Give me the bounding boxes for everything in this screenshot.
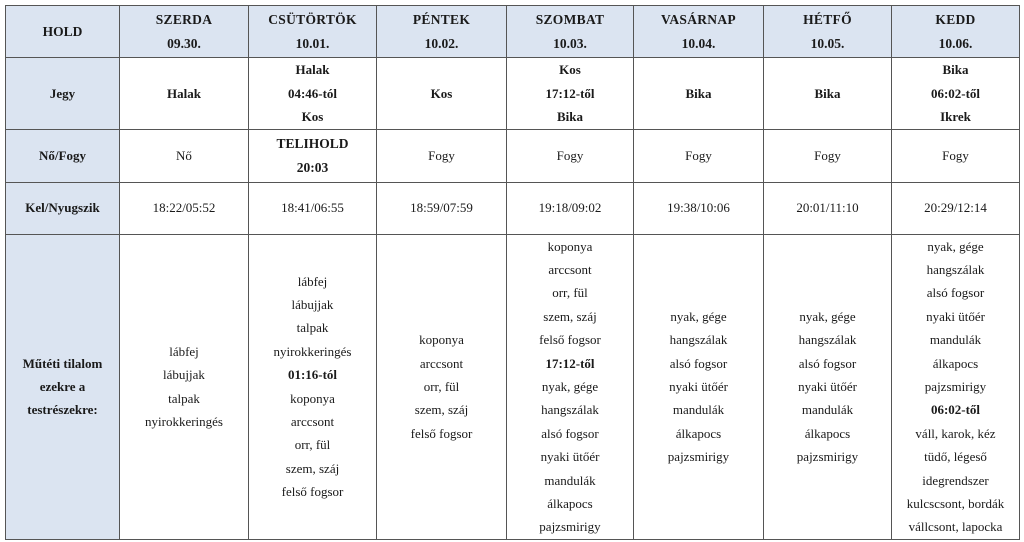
- kel-cell: 18:41/06:55: [249, 182, 377, 234]
- header-row: [6, 6, 1020, 58]
- kel-cell: 18:59/07:59: [377, 182, 507, 234]
- kel-row: [6, 182, 1020, 234]
- day-header: PÉNTEK 10.02.: [377, 6, 507, 58]
- day-header: SZERDA 09.30.: [120, 6, 249, 58]
- no-fogy-cell: Fogy: [377, 129, 507, 182]
- kel-cell: 19:38/10:06: [634, 182, 764, 234]
- mutet-cell: lábfej lábujjak talpak nyirokkeringés 01:16-tól koponya arccsont orr, fül szem, száj felső fogsor: [249, 234, 377, 539]
- mutet-cell: koponya arccsont orr, fül szem, száj felső fogsor 17:12-től nyak, gége hangszálak alsó fogsor nyaki ütőér mandulák álkapocs pajzsmirigy: [507, 234, 634, 539]
- no-fogy-cell: Nő: [120, 129, 249, 182]
- kel-cell: 18:22/05:52: [120, 182, 249, 234]
- jegy-cell: Kos 17:12-től Bika: [507, 58, 634, 130]
- jegy-label: Jegy: [6, 58, 120, 130]
- day-header: VASÁRNAP 10.04.: [634, 6, 764, 58]
- day-header: HÉTFŐ 10.05.: [764, 6, 892, 58]
- kel-cell: 20:29/12:14: [892, 182, 1020, 234]
- no-fogy-cell: Fogy: [892, 129, 1020, 182]
- mutet-cell: koponya arccsont orr, fül szem, száj felső fogsor: [377, 234, 507, 539]
- kel-label: Kel/Nyugszik: [6, 182, 120, 234]
- mutet-cell: nyak, gége hangszálak alsó fogsor nyaki ütőér mandulák álkapocs pajzsmirigy 06:02-től váll, karok, kéz tüdő, légeső idegrendszer kulcscsont, bordák vállcsont, lapocka: [892, 234, 1020, 539]
- jegy-row: [6, 58, 1020, 130]
- kel-cell: 20:01/11:10: [764, 182, 892, 234]
- mutet-cell: nyak, gége hangszálak alsó fogsor nyaki ütőér mandulák álkapocs pajzsmirigy: [764, 234, 892, 539]
- mutet-cell: lábfej lábujjak talpak nyirokkeringés: [120, 234, 249, 539]
- mutet-cell: nyak, gége hangszálak alsó fogsor nyaki ütőér mandulák álkapocs pajzsmirigy: [634, 234, 764, 539]
- hold-header: HOLD: [6, 6, 120, 58]
- no-fogy-label: Nő/Fogy: [6, 129, 120, 182]
- day-header: SZOMBAT 10.03.: [507, 6, 634, 58]
- no-fogy-cell: Fogy: [764, 129, 892, 182]
- jegy-cell: Bika: [634, 58, 764, 130]
- moon-calendar-table: [5, 5, 1020, 540]
- kel-cell: 19:18/09:02: [507, 182, 634, 234]
- day-header: CSÜTÖRTÖK 10.01.: [249, 6, 377, 58]
- jegy-cell: Halak 04:46-tól Kos: [249, 58, 377, 130]
- day-header: KEDD 10.06.: [892, 6, 1020, 58]
- jegy-cell: Bika: [764, 58, 892, 130]
- no-fogy-cell: Fogy: [507, 129, 634, 182]
- no-fogy-cell: Fogy: [634, 129, 764, 182]
- no-fogy-row: [6, 129, 1020, 182]
- jegy-cell: Halak: [120, 58, 249, 130]
- mutet-label: Műtéti tilalom ezekre a testrészekre:: [6, 234, 120, 539]
- jegy-cell: Kos: [377, 58, 507, 130]
- full-moon-cell: TELIHOLD 20:03: [249, 129, 377, 182]
- jegy-cell: Bika 06:02-től Ikrek: [892, 58, 1020, 130]
- mutet-row: [6, 234, 1020, 539]
